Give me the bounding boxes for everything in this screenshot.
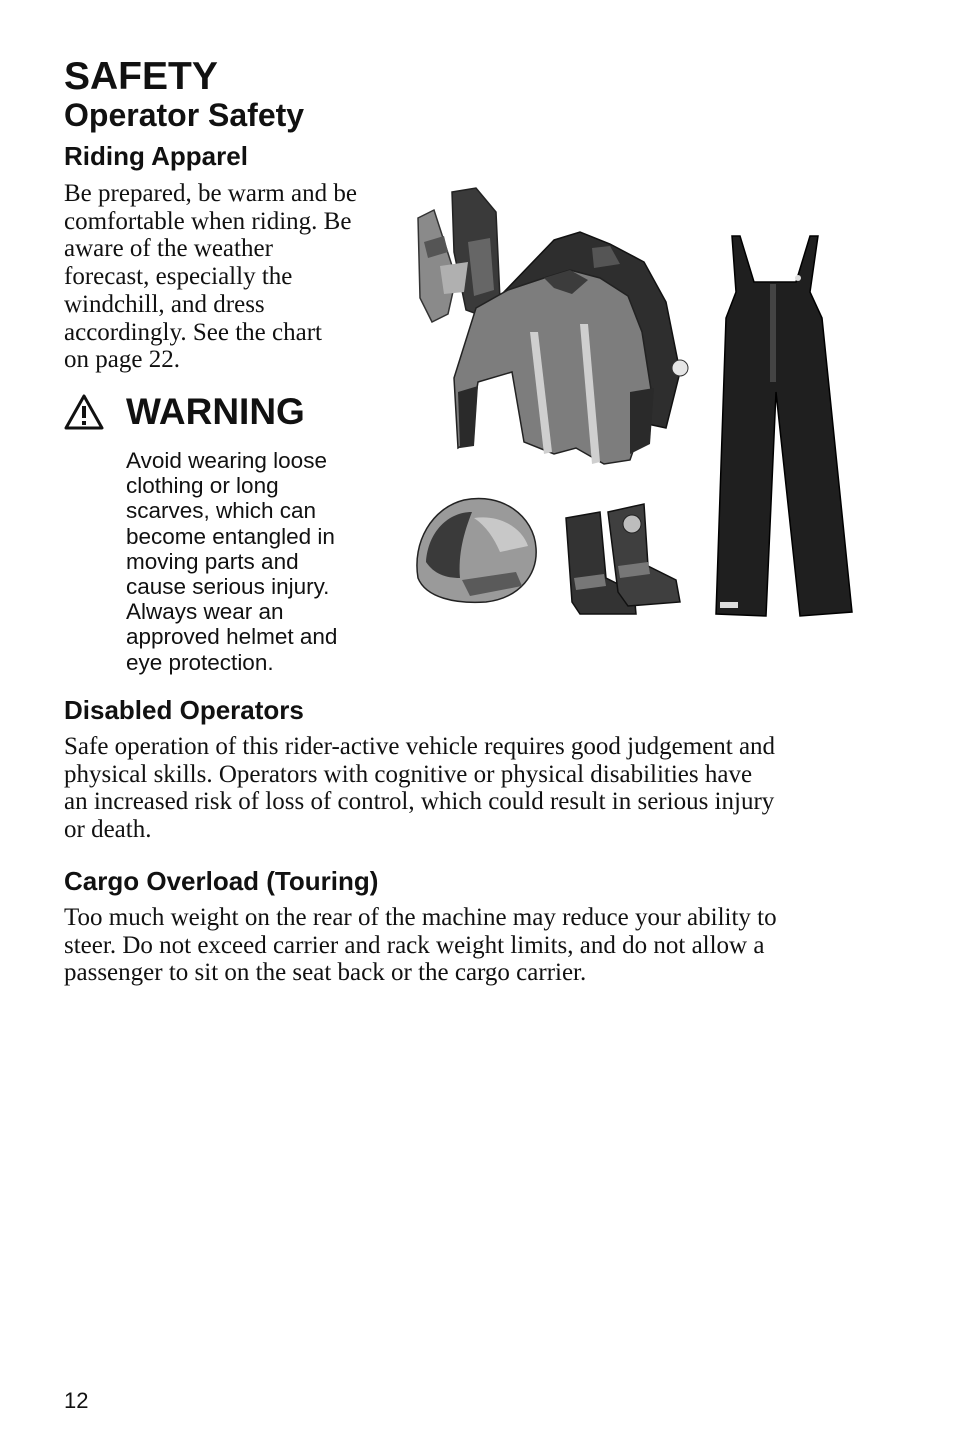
riding-apparel-line: windchill, and dress bbox=[64, 290, 265, 318]
riding-apparel-heading: Riding Apparel bbox=[64, 141, 248, 171]
cargo-overload-text bbox=[64, 904, 884, 987]
warning-line: Avoid wearing loose bbox=[126, 448, 327, 473]
disabled-operators-text bbox=[64, 733, 884, 844]
riding-apparel-line: forecast, especially the bbox=[64, 263, 293, 291]
section-title: SAFETY bbox=[64, 55, 218, 98]
warning-line: moving parts and bbox=[126, 548, 299, 574]
warning-line: scarves, which can bbox=[126, 498, 317, 524]
riding-apparel-illustration bbox=[404, 182, 856, 624]
disabled-operators-line: Safe operation of this rider-active vehicle requires good judgement and bbox=[64, 733, 776, 760]
boots-icon bbox=[566, 504, 680, 614]
warning-line: clothing or long bbox=[126, 473, 279, 499]
cargo-overload-line: steer. Do not exceed carrier and rack weight limits, and do not allow a bbox=[64, 931, 765, 959]
cargo-overload-heading: Cargo Overload (Touring) bbox=[64, 866, 379, 896]
subsection-title: Operator Safety bbox=[64, 97, 305, 133]
riding-apparel-line: Be prepared, be warm and be bbox=[64, 180, 357, 207]
warning-line: eye protection. bbox=[126, 649, 274, 675]
riding-apparel-line: accordingly. See the chart bbox=[64, 318, 322, 346]
helmet-icon bbox=[417, 498, 536, 602]
riding-apparel-line: aware of the weather bbox=[64, 235, 273, 263]
riding-apparel-line: comfortable when riding. Be bbox=[64, 207, 352, 235]
warning-line: approved helmet and bbox=[126, 624, 338, 650]
warning-text bbox=[126, 448, 376, 675]
warning-line: cause serious injury. bbox=[126, 574, 330, 600]
page-number: 12 bbox=[64, 1388, 89, 1413]
disabled-operators-line: or death. bbox=[64, 816, 152, 844]
warning-line: become entangled in bbox=[126, 523, 335, 549]
cargo-overload-line: Too much weight on the rear of the machine may reduce your ability to bbox=[64, 904, 777, 931]
cargo-overload-line: passenger to sit on the seat back or the cargo carrier. bbox=[64, 959, 587, 987]
disabled-operators-line: physical skills. Operators with cognitive or physical disabilities have bbox=[64, 760, 753, 788]
riding-apparel-text bbox=[64, 180, 357, 374]
bib-pants-icon bbox=[716, 236, 852, 616]
disabled-operators-heading: Disabled Operators bbox=[64, 695, 304, 725]
warning-header bbox=[64, 392, 305, 433]
warning-line: Always wear an bbox=[126, 599, 284, 625]
warning-label: WARNING bbox=[126, 391, 305, 432]
disabled-operators-line: an increased risk of loss of control, which could result in serious injury bbox=[64, 788, 775, 816]
riding-apparel-line: on page 22. bbox=[64, 346, 180, 374]
warning-triangle-icon bbox=[64, 394, 104, 430]
